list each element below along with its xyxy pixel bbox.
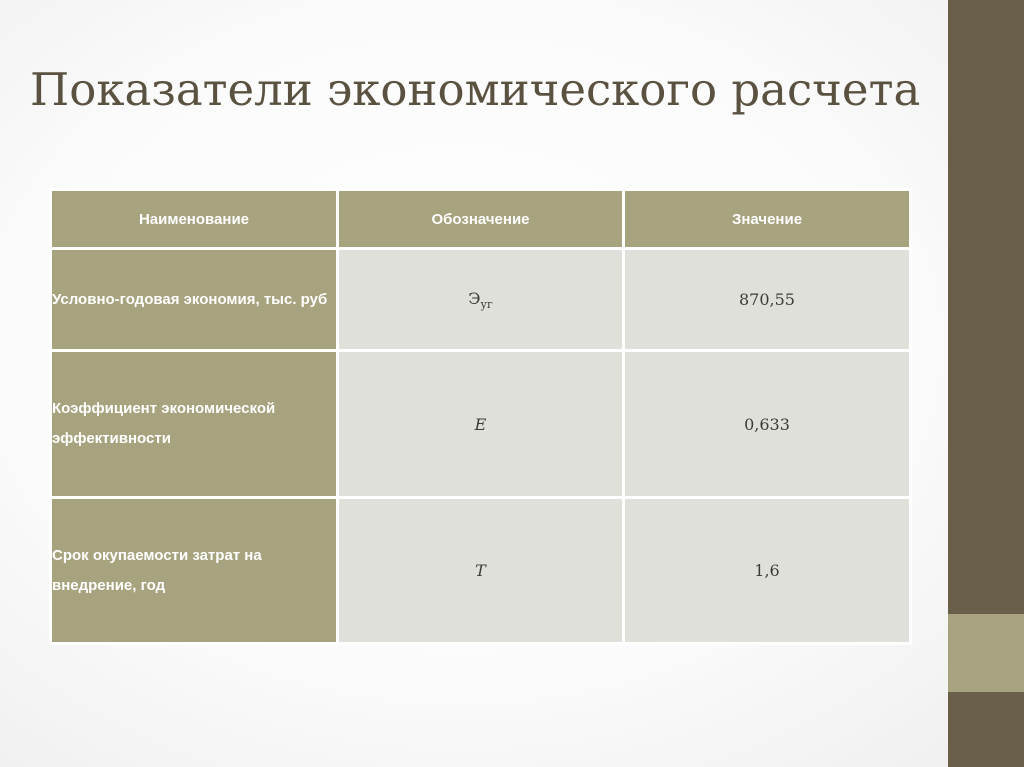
- indicators-table: [49, 188, 912, 645]
- row-value-cell: 0,633: [624, 351, 911, 498]
- table-row: [51, 249, 911, 351]
- header-name: Наименование: [51, 190, 338, 249]
- table-header-row: [51, 190, 911, 249]
- header-symbol: Обозначение: [338, 190, 624, 249]
- row-name-cell: Срок окупаемости затрат на внедрение, год: [51, 498, 338, 644]
- symbol-base: Э: [468, 288, 481, 308]
- row-value-cell: 870,55: [624, 249, 911, 351]
- row-name-cell: Коэффициент экономической эффективности: [51, 351, 338, 498]
- right-decorative-accent-block: [948, 614, 1024, 692]
- slide-title: Показатели экономического расчета: [30, 63, 921, 116]
- header-value: Значение: [624, 190, 911, 249]
- symbol-subscript: уг: [480, 297, 493, 311]
- row-symbol-cell: T: [338, 498, 624, 644]
- row-name-cell: Условно-годовая экономия, тыс. руб: [51, 249, 338, 351]
- row-symbol-cell: [338, 249, 624, 351]
- row-symbol-cell: E: [338, 351, 624, 498]
- row-value-cell: 1,6: [624, 498, 911, 644]
- table-row: [51, 351, 911, 498]
- table-row: [51, 498, 911, 644]
